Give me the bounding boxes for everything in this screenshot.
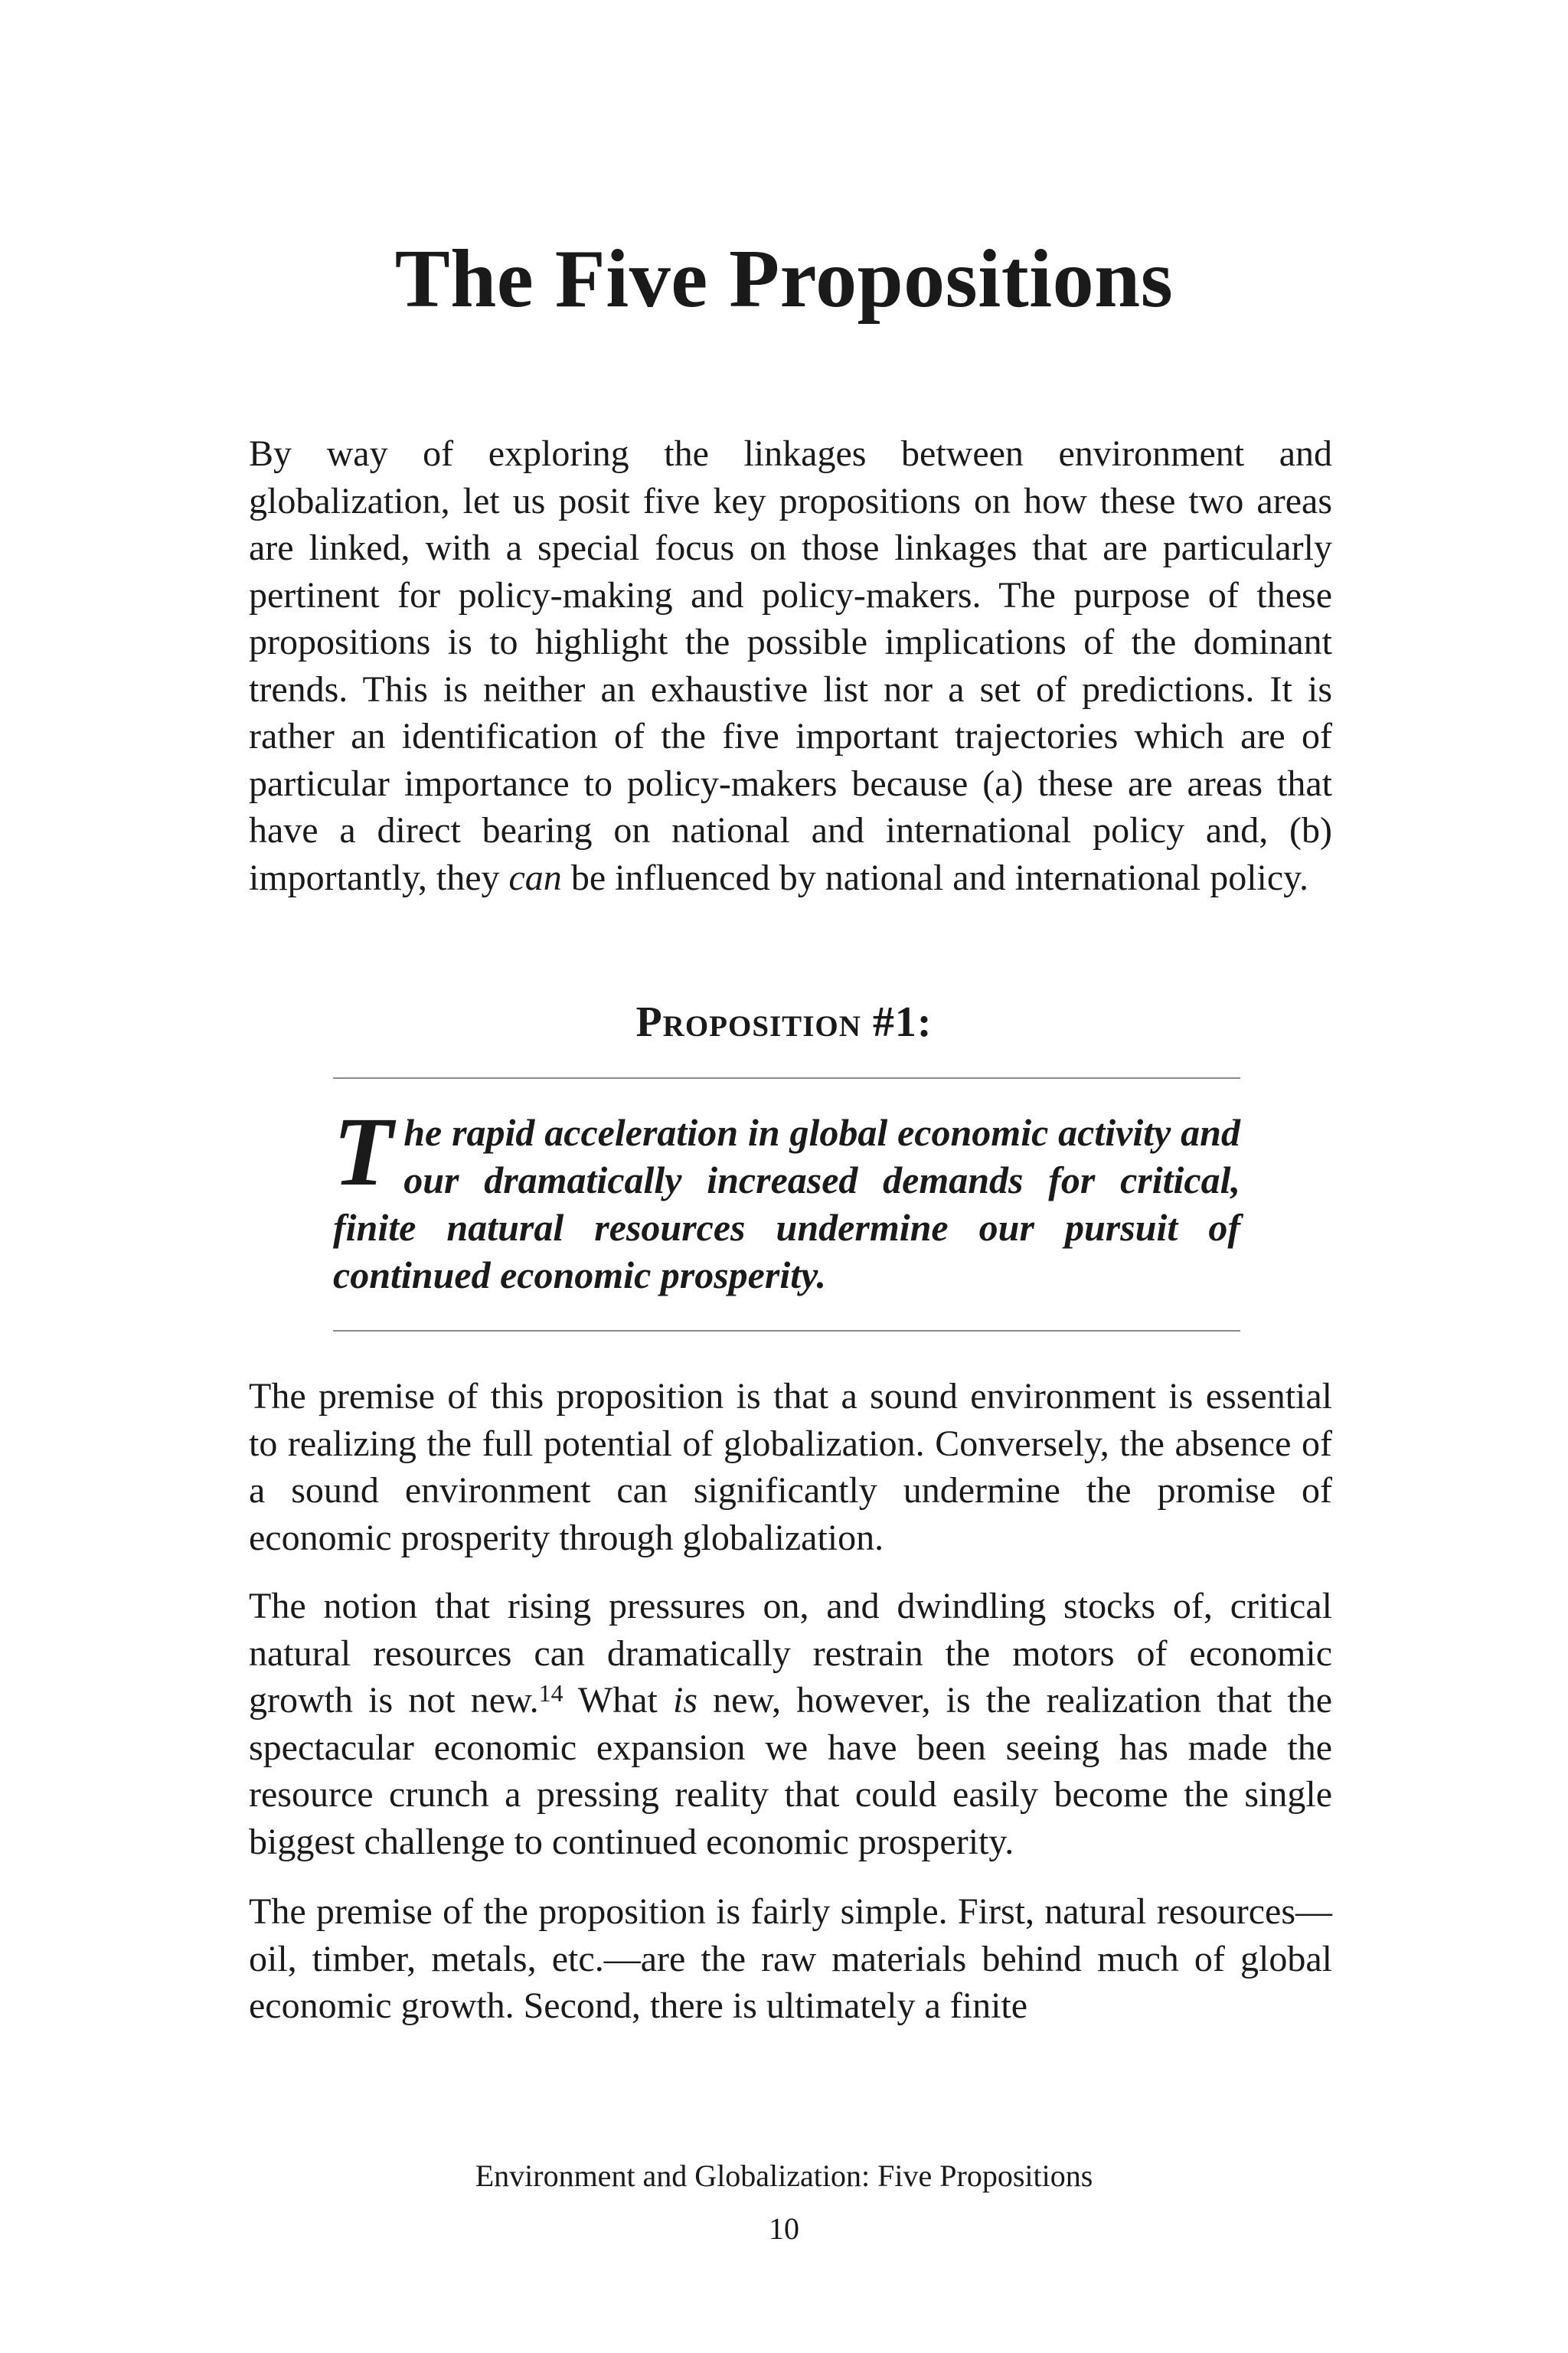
intro-text-start: By way of exploring the linkages between environment and globalization, let us posit five key propositions on how these two areas are linked, with a special focus on those linkages that are particularly pertinent for policy-making and policy-makers. The purpose of these propositions is to highlight the possible implications of the dominant trends. This is neither an exhaustive list nor a set of predictions. It is rather an identification of the five important trajectories which are of particular importance to policy-makers because (a) these are areas that have a direct bearing on national and international policy and, (b) importantly, they [249,433,1332,898]
intro-paragraph [249,430,1332,901]
simple-premise-paragraph: The premise of the proposition is fairly simple. First, natural resources—oil, timber, metals, etc.—are the raw materials behind much of global economic growth. Second, there is ultimately a finite [249,1891,1332,2026]
premise-paragraph: The premise of this proposition is that a sound environment is essential to realizing the full potential of globalization. Conversely, the absence of a sound environment can significantly undermine the promise of economic prosperity through globalization. [249,1376,1332,1558]
page-number: 10 [769,2211,799,2246]
notion-italic-word: is [673,1680,698,1721]
drop-cap: T [333,1097,394,1206]
top-divider [333,1077,1240,1079]
notion-text-start: The notion that rising pressures on, and dwindling stocks of, critical natural resources can dramatically restrain the motors of economic growth is not new. [249,1586,1332,1721]
proposition-heading: Proposition #1: [635,998,933,1046]
notion-paragraph [249,1583,1332,1865]
intro-italic-word: can [508,857,562,898]
proposition-text: he rapid acceleration in global economic activity and our dramatically increased demands for critical, finite natural resources undermine our pursuit of continued economic prosperity. [333,1111,1240,1296]
intro-text-end: be influenced by national and international policy. [561,857,1309,898]
page-title: The Five Propositions [394,234,1174,325]
proposition-statement [333,1097,1240,1299]
notion-text-end: new, however, is the realization that the spectacular economic expansion we have been seeing has made the resource crunch a pressing reality that could easily become the single biggest challenge to continued economic prosperity. [249,1680,1333,1862]
notion-text-between: What [563,1680,673,1721]
running-footer: Environment and Globalization: Five Propositions [475,2159,1093,2193]
bottom-divider [333,1330,1240,1332]
footnote-reference: 14 [538,1679,564,1707]
